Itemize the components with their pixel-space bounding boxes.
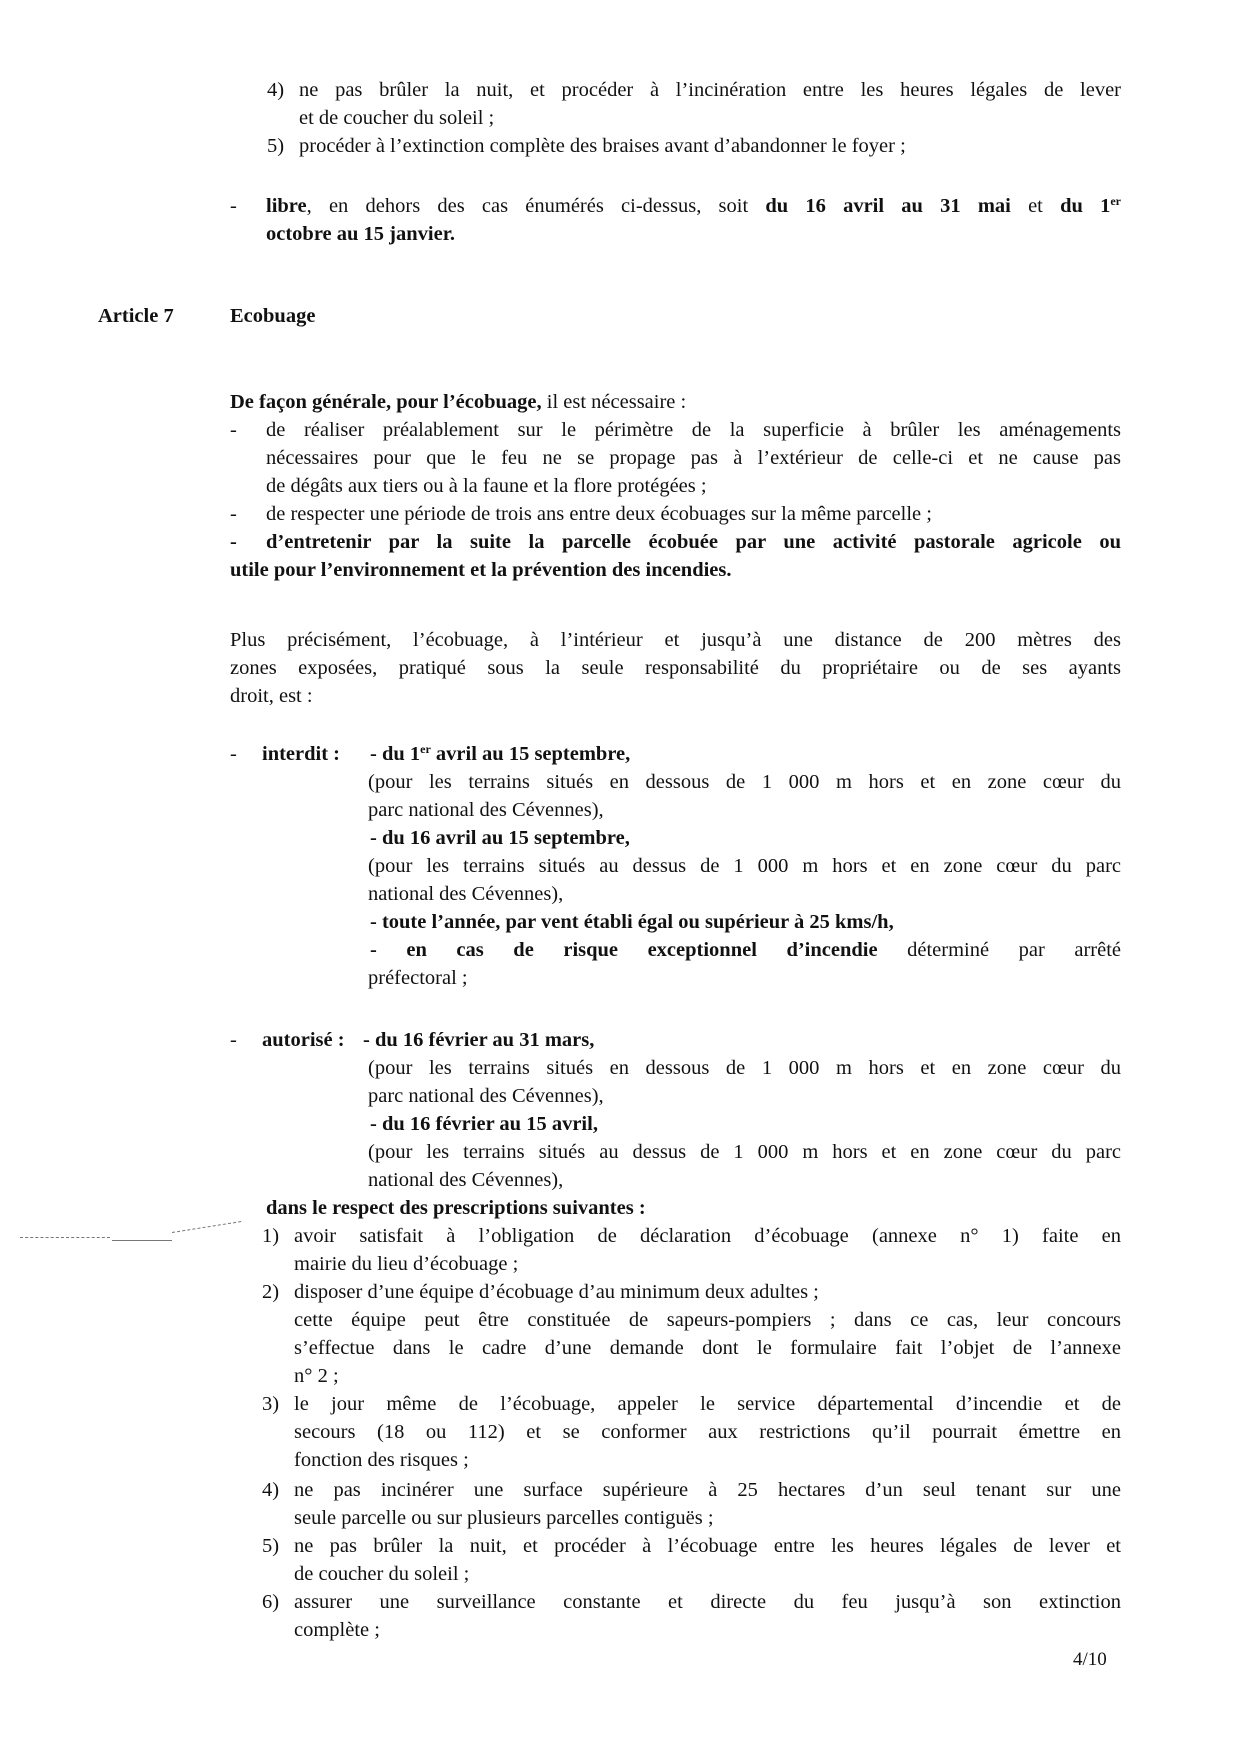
prescription-text: fonction des risques ; [294,1449,469,1471]
interdit-detail: national des Cévennes), [368,883,564,905]
scan-artifact [172,1221,241,1233]
list-number: 1) [262,1225,280,1247]
prescription-text: le jour même de l’écobuage, appeler le service départemental d’incendie et de [294,1393,1121,1415]
list-number: 4) [262,1479,280,1501]
general-bold-item: utile pour l’environnement et la prévention des incendies. [230,559,732,581]
interdit-detail: parc national des Cévennes), [368,799,604,821]
general-item-text: nécessaires pour que le feu ne se propage pas à l’extérieur de celle-ci et ne cause pas [266,447,1121,469]
scan-artifact [112,1240,172,1241]
interdit-detail: préfectoral ; [368,967,468,989]
libre-text: et [1010,195,1061,217]
bullet-dash: - [230,1029,237,1051]
autorise-period-1: - du 16 février au 31 mars, [363,1029,595,1051]
bullet-dash: - [230,195,237,217]
interdit-period-1 [370,740,630,768]
page-number: 4/10 [1073,1649,1107,1670]
prescription-text: cette équipe peut être constituée de sapeurs-pompiers ; dans ce cas, leur concours [294,1309,1121,1331]
list-number: 2) [262,1281,280,1303]
precise-paragraph-line: droit, est : [230,685,313,707]
general-intro-bold: De façon générale, pour l’écobuage, [230,391,542,413]
list-number: 6) [262,1591,280,1613]
article-title: Ecobuage [230,305,316,327]
general-item-text: de dégâts aux tiers ou à la faune et la flore protégées ; [266,475,707,497]
list-item-text: et de coucher du soleil ; [299,107,495,129]
prescription-text: s’effectue dans le cadre d’une demande dont le formulaire fait l’objet de l’annexe [294,1337,1121,1359]
bullet-dash: - [230,419,237,441]
interdit-detail: (pour les terrains situés en dessous de 1 000 m hors et en zone cœur du [368,771,1121,793]
interdit-period-4 [370,936,1121,964]
libre-period-2-end: octobre au 15 janvier. [266,223,456,245]
prescription-text: ne pas brûler la nuit, et procéder à l’écobuage entre les heures légales de lever et [294,1535,1121,1557]
prescription-text: avoir satisfait à l’obligation de déclaration d’écobuage (annexe n° 1) faite en [294,1225,1121,1247]
prescriptions-heading: dans le respect des prescriptions suivantes : [266,1197,646,1219]
prescription-text: complète ; [294,1619,380,1641]
general-intro [230,388,686,416]
libre-keyword: libre [266,195,307,217]
list-item-text: procéder à l’extinction complète des braises avant d’abandonner le foyer ; [299,135,906,157]
autorise-period-2: - du 16 février au 15 avril, [370,1113,598,1135]
general-intro-rest: il est nécessaire : [541,391,687,413]
bullet-dash: - [230,503,237,525]
interdit-period-4-rest: déterminé par arrêté [877,939,1122,961]
autorise-detail: (pour les terrains situés au dessus de 1 000 m hors et en zone cœur du parc [368,1141,1121,1163]
prescription-text: assurer une surveillance constante et directe du feu jusqu’à son extinction [294,1591,1121,1613]
libre-period-1: du 16 avril au 31 mai [765,195,1011,217]
prescription-text: n° 2 ; [294,1365,339,1387]
list-item-text: ne pas brûler la nuit, et procéder à l’incinération entre les heures légales de lever [299,79,1121,101]
prescription-text: de coucher du soleil ; [294,1563,470,1585]
autorise-detail: parc national des Cévennes), [368,1085,604,1107]
prescription-text: ne pas incinérer une surface supérieure à 25 hectares d’un seul tenant sur une [294,1479,1121,1501]
libre-text: , en dehors des cas énumérés ci-dessus, soit [306,195,766,217]
article-label: Article 7 [98,305,174,327]
autorise-label: autorisé : [262,1029,345,1051]
general-item-text: de respecter une période de trois ans entre deux écobuages sur la même parcelle ; [266,503,932,525]
autorise-detail: (pour les terrains situés en dessous de 1 000 m hors et en zone cœur du [368,1057,1121,1079]
interdit-label: interdit : [262,743,340,765]
prescription-text: secours (18 ou 112) et se conformer aux restrictions qu’il pourrait émettre en [294,1421,1121,1443]
bullet-dash: - [230,743,237,765]
autorise-detail: national des Cévennes), [368,1169,564,1191]
interdit-detail: (pour les terrains situés au dessus de 1 000 m hors et en zone cœur du parc [368,855,1121,877]
interdit-period-3: - toute l’année, par vent établi égal ou supérieur à 25 kms/h, [370,911,894,933]
list-number: 5) [262,1535,280,1557]
bullet-dash: - [230,531,237,553]
superscript: er [420,742,431,756]
prescription-text: disposer d’une équipe d’écobuage d’au minimum deux adultes ; [294,1281,819,1303]
general-item-text: de réaliser préalablement sur le périmètre de la superficie à brûler les aménagements [266,419,1121,441]
superscript: er [1110,194,1122,208]
libre-paragraph [266,192,1121,220]
interdit-period-2: - du 16 avril au 15 septembre, [370,827,630,849]
scan-artifact [20,1237,110,1238]
interdit-period-4-bold: - en cas de risque exceptionnel d’incendie [370,939,878,961]
prescription-text: seule parcelle ou sur plusieurs parcelles contiguës ; [294,1507,714,1529]
list-number: 5) [267,135,285,157]
libre-period-2: du 1 [1060,195,1111,217]
prescription-text: mairie du lieu d’écobuage ; [294,1253,519,1275]
interdit-period-1-start: - du 1 [370,743,421,765]
list-number: 3) [262,1393,280,1415]
interdit-period-1-end: avril au 15 septembre, [430,743,631,765]
general-bold-item: d’entretenir par la suite la parcelle écobuée par une activité pastorale agricole ou [266,531,1121,553]
list-number: 4) [267,79,285,101]
precise-paragraph-line: zones exposées, pratiqué sous la seule responsabilité du propriétaire ou de ses ayants [230,657,1121,679]
precise-paragraph-line: Plus précisément, l’écobuage, à l’intérieur et jusqu’à une distance de 200 mètres des [230,629,1121,651]
